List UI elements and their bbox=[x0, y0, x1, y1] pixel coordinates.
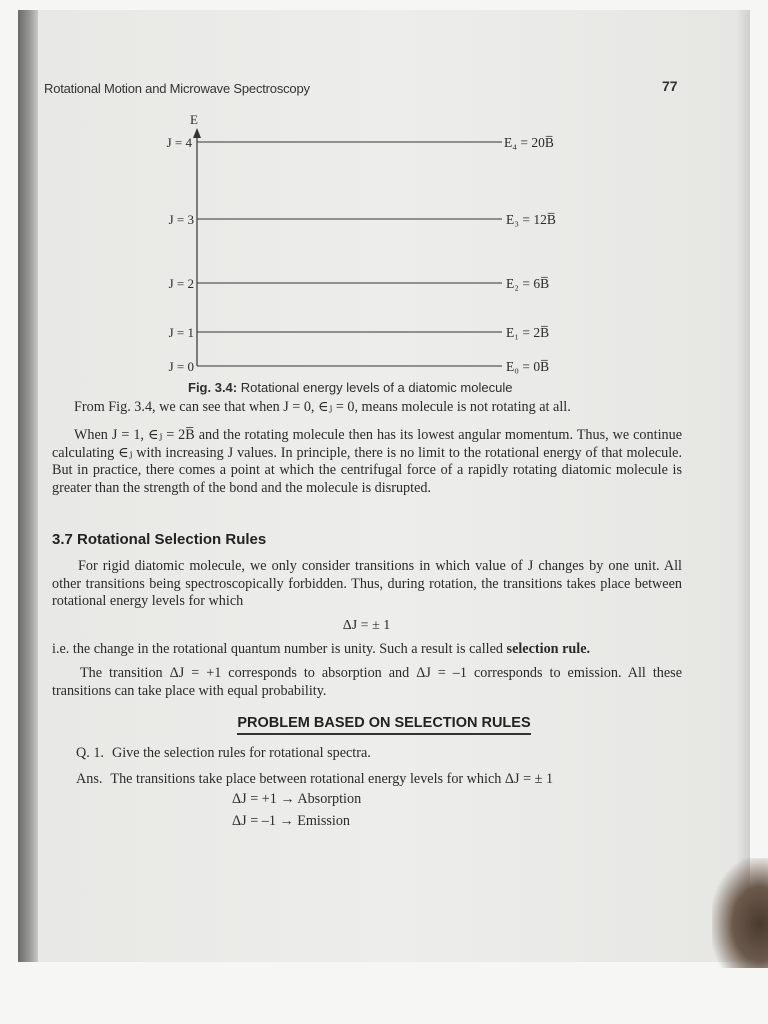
answer-text: The transitions take place between rotational energy levels for which ΔJ = ± 1 bbox=[110, 771, 554, 787]
question-text: Give the selection rules for rotational spectra. bbox=[111, 745, 371, 761]
level-j-label: J = 2 bbox=[168, 276, 194, 291]
paragraph-selection-rule bbox=[52, 641, 692, 659]
answer-1 bbox=[76, 771, 553, 788]
selection-rule-term: selection rule. bbox=[506, 641, 591, 657]
level-j-label: J = 4 bbox=[166, 135, 192, 150]
level-j-label: J = 0 bbox=[168, 359, 194, 374]
thumb-shadow bbox=[712, 858, 768, 968]
selection-rule-text: i.e. the change in the rotational quantum number is unity. Such a result is called bbox=[52, 641, 507, 657]
caption-label: Fig. 3.4: bbox=[188, 380, 238, 395]
caption-text: Rotational energy levels of a diatomic molecule bbox=[237, 380, 513, 395]
level-energy-label: E₄ = 20B̅ bbox=[504, 135, 554, 150]
question-1 bbox=[76, 745, 371, 762]
paragraph-absorption-emission: The transition ΔJ = +1 corresponds to absorption and ΔJ = –1 corresponds to emission. All these transitions can take place with equal probability. bbox=[52, 665, 682, 699]
energy-level-diagram bbox=[0, 0, 768, 400]
level-j-label: J = 3 bbox=[168, 212, 194, 227]
paragraph-selection-intro: For rigid diatomic molecule, we only consider transitions in which value of J changes by one unit. All other transitions being spectroscopically forbidden. Thus, during rotation, the transitions takes place between rotational energy levels for which bbox=[52, 558, 682, 610]
rule-absorption: ΔJ = +1 → Absorption bbox=[232, 791, 362, 807]
answer-label: Ans. bbox=[76, 771, 103, 787]
question-label: Q. 1. bbox=[76, 745, 104, 761]
paragraph-fig-reference: From Fig. 3.4, we can see that when J = 0, ∈ⱼ = 0, means molecule is not rotating at all. bbox=[74, 399, 571, 415]
equation-delta-j: ΔJ = ± 1 bbox=[342, 618, 391, 633]
level-energy-label: E₁ = 2B̅ bbox=[506, 325, 550, 340]
problem-heading-text: PROBLEM BASED ON SELECTION RULES bbox=[237, 715, 530, 735]
section-heading: 3.7 Rotational Selection Rules bbox=[52, 531, 267, 548]
level-energy-label: E₀ = 0B̅ bbox=[506, 359, 550, 374]
problem-heading bbox=[0, 715, 768, 731]
axis-label: E bbox=[190, 112, 198, 127]
axis-arrow-icon bbox=[193, 128, 201, 138]
figure-caption bbox=[188, 380, 512, 395]
running-header: Rotational Motion and Microwave Spectroscopy bbox=[44, 81, 310, 96]
paragraph-rotational-energy: When J = 1, ∈ⱼ = 2B̅ and the rotating molecule then has its lowest angular momentum. Thus, we continue calculating ∈ⱼ with increasing J values. In principle, there is no limit to the rotational energy of that molecule. But in practice, there comes a point at which the centrifugal force of a rapidly rotating diatomic molecule is greater than the strength of the bond and the molecule is disrupted. bbox=[52, 427, 682, 496]
rule-emission: ΔJ = –1 → Emission bbox=[232, 813, 351, 829]
energy-level-figure bbox=[0, 0, 768, 400]
level-energy-label: E₃ = 12B̅ bbox=[506, 212, 556, 227]
page-number: 77 bbox=[662, 78, 678, 94]
level-energy-label: E₂ = 6B̅ bbox=[506, 276, 550, 291]
level-j-label: J = 1 bbox=[168, 325, 194, 340]
